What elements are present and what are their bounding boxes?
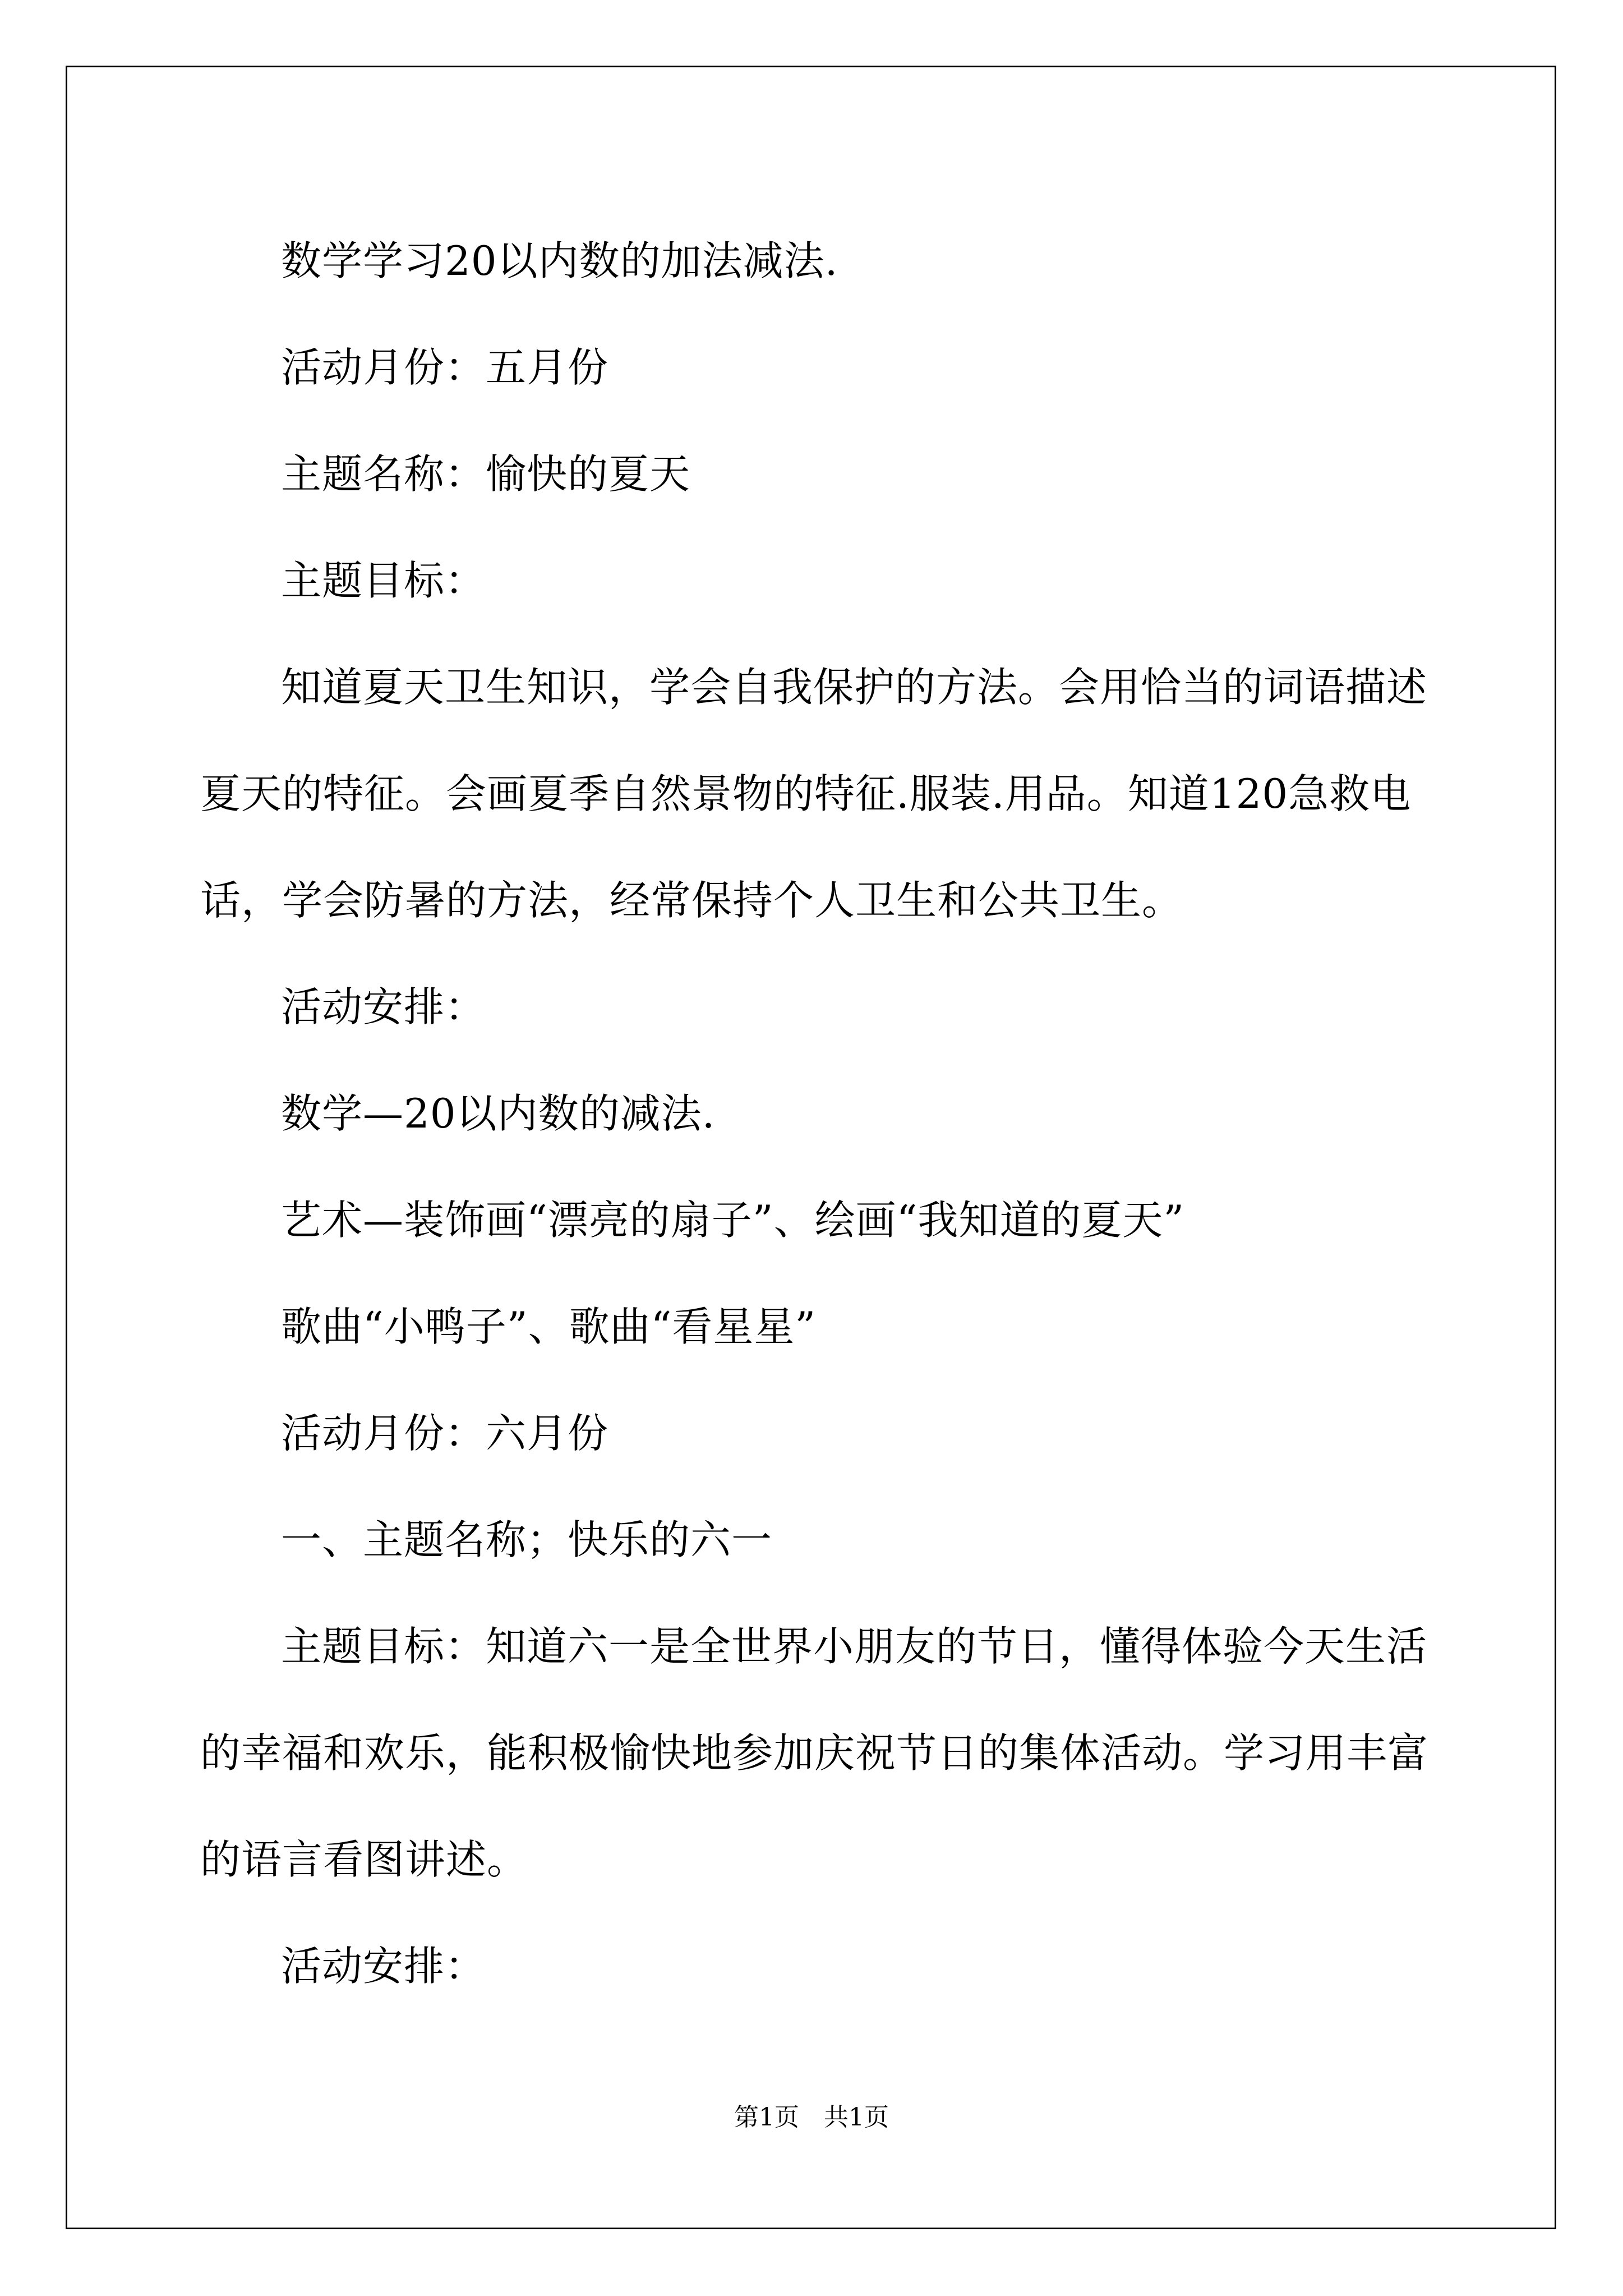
paragraph: 数学学习20以内数的加法减法. [281, 237, 838, 284]
paragraph: 艺术—装饰画“漂亮的扇子”、绘画“我知道的夏天” [281, 1197, 1185, 1244]
paragraph: 一、主题名称；快乐的六一 [281, 1516, 773, 1563]
paragraph: 知道夏天卫生知识，学会自我保护的方法。会用恰当的词语描述夏天的特征。会画夏季自然景物的特征.服装.用品。知道120急救电话，学会防暑的方法，经常保持个人卫生和公共卫生。 [200, 664, 1428, 924]
page-number-footer: 第1页 共1页 [734, 2103, 889, 2132]
paragraph: 活动月份：六月份 [281, 1410, 609, 1457]
paragraph: 歌曲“小鸭子”、歌曲“看星星” [281, 1303, 817, 1350]
document-body [200, 208, 1434, 2019]
paragraph: 主题目标： [281, 557, 486, 604]
paragraph: 活动月份：五月份 [281, 344, 609, 391]
paragraph: 活动安排： [281, 983, 486, 1030]
paragraph: 数学—20以内数的减法. [281, 1090, 716, 1137]
paragraph: 主题目标：知道六一是全世界小朋友的节日，懂得体验今天生活的幸福和欢乐，能积极愉快地参加庆祝节日的集体活动。学习用丰富的语言看图讲述。 [200, 1623, 1429, 1883]
paragraph: 主题名称：愉快的夏天 [281, 450, 691, 498]
paragraph: 活动安排： [281, 1943, 486, 1990]
